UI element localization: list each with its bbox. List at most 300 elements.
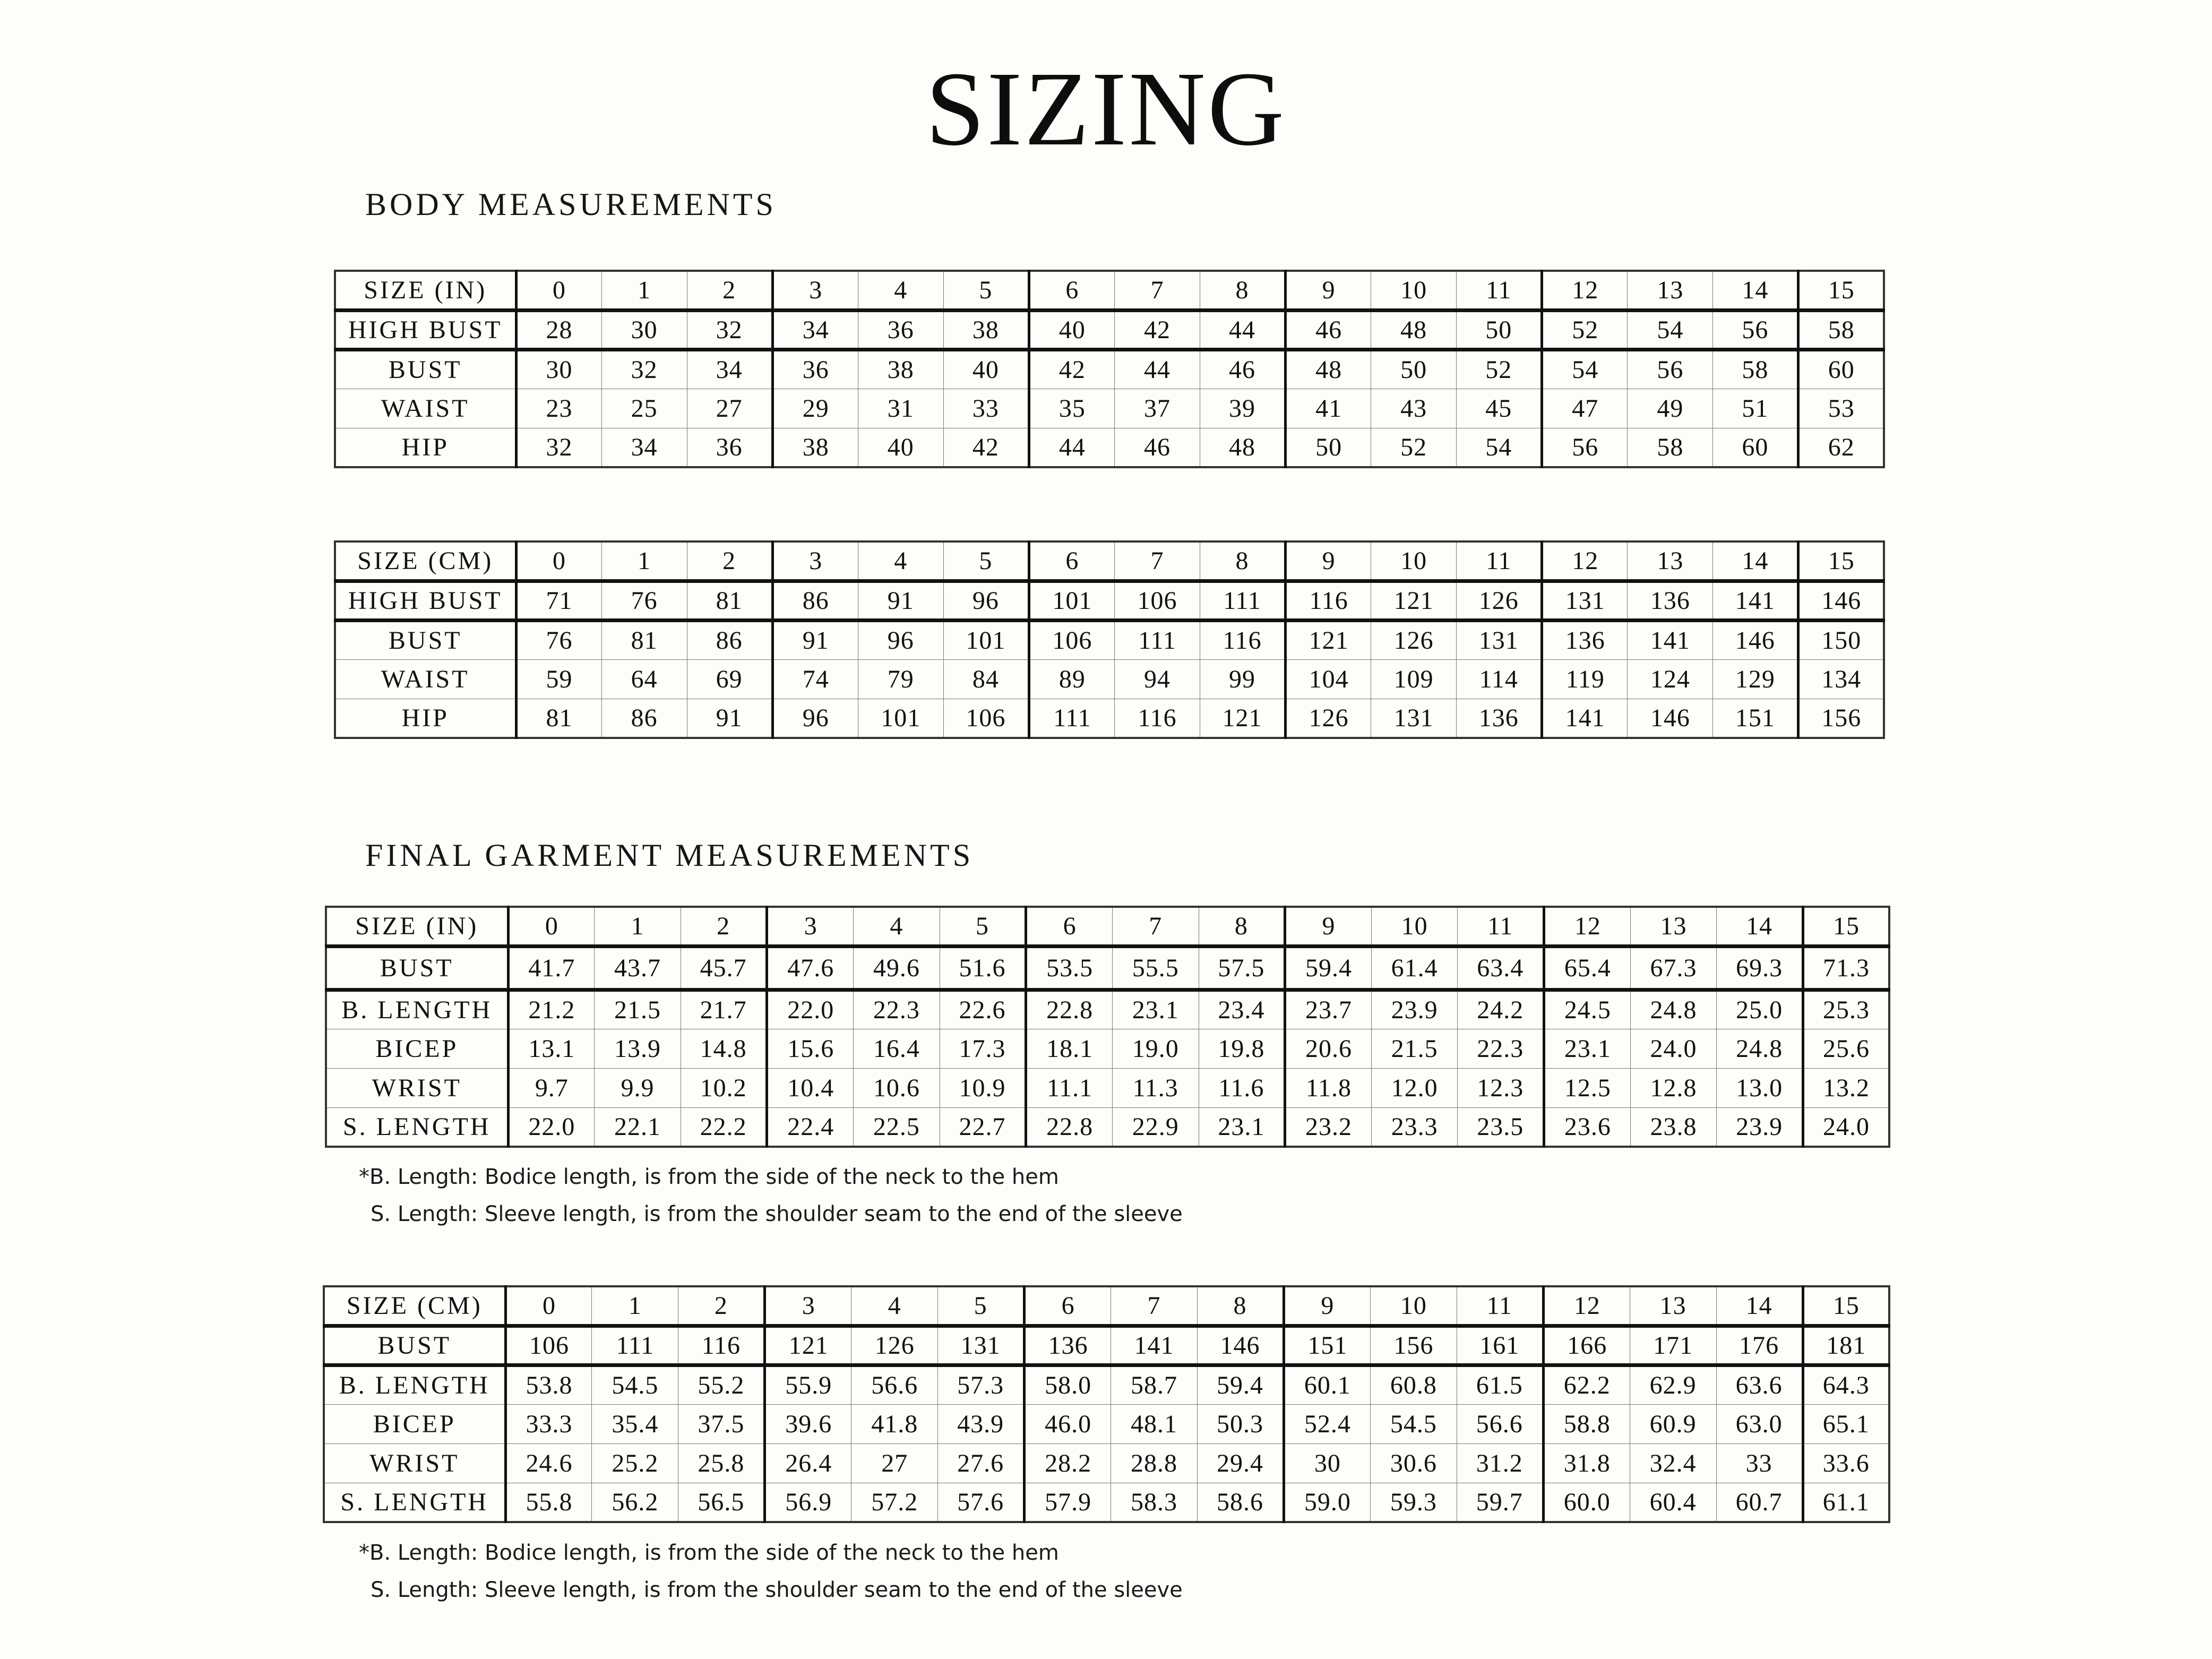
- value-cell: 21.5: [595, 990, 681, 1029]
- value-cell: 54: [1628, 310, 1713, 349]
- table-row: [335, 659, 1884, 699]
- value-cell: 141: [1111, 1326, 1198, 1365]
- size-header-cell: 14: [1717, 907, 1803, 946]
- table-row: [326, 1029, 1889, 1068]
- value-cell: 26.4: [765, 1443, 851, 1483]
- value-cell: 59.7: [1457, 1483, 1543, 1522]
- value-cell: 146: [1798, 581, 1884, 620]
- value-cell: 49.6: [854, 946, 940, 990]
- unit-label-cell: SIZE (CM): [335, 541, 516, 581]
- value-cell: 28.2: [1025, 1443, 1111, 1483]
- value-cell: 116: [1114, 699, 1200, 738]
- size-header-cell: 1: [601, 541, 687, 581]
- value-cell: 61.5: [1457, 1365, 1543, 1404]
- value-cell: 37: [1114, 389, 1200, 428]
- value-cell: 32.4: [1630, 1443, 1716, 1483]
- row-label-cell: BUST: [335, 349, 516, 389]
- value-cell: 136: [1542, 620, 1628, 659]
- value-cell: 58.0: [1025, 1365, 1111, 1404]
- size-header-cell: 12: [1544, 907, 1631, 946]
- value-cell: 25.3: [1803, 990, 1889, 1029]
- value-cell: 63.4: [1458, 946, 1544, 990]
- row-label-cell: B. LENGTH: [326, 990, 508, 1029]
- value-cell: 181: [1803, 1326, 1889, 1365]
- value-cell: 126: [851, 1326, 938, 1365]
- value-cell: 13.9: [595, 1029, 681, 1068]
- size-header-cell: 4: [851, 1286, 938, 1326]
- value-cell: 22.4: [767, 1107, 854, 1147]
- value-cell: 30: [601, 310, 687, 349]
- value-cell: 104: [1286, 659, 1371, 699]
- value-cell: 106: [505, 1326, 592, 1365]
- value-cell: 56: [1542, 428, 1628, 467]
- value-cell: 40: [858, 428, 943, 467]
- value-cell: 42: [1114, 310, 1200, 349]
- value-cell: 60.1: [1284, 1365, 1370, 1404]
- value-cell: 58.3: [1111, 1483, 1198, 1522]
- value-cell: 74: [772, 659, 858, 699]
- value-cell: 25.0: [1717, 990, 1803, 1029]
- value-cell: 22.5: [854, 1107, 940, 1147]
- value-cell: 48: [1200, 428, 1286, 467]
- size-header-cell: 7: [1114, 541, 1200, 581]
- value-cell: 33.3: [505, 1404, 592, 1443]
- size-header-cell: 0: [508, 907, 595, 946]
- value-cell: 60: [1713, 428, 1798, 467]
- value-cell: 23.9: [1717, 1107, 1803, 1147]
- value-cell: 9.7: [508, 1068, 595, 1107]
- footnote-bodice-length: *B. Length: Bodice length, is from the side of the neck to the hem: [359, 1165, 1059, 1189]
- value-cell: 94: [1114, 659, 1200, 699]
- size-header-cell: 15: [1803, 1286, 1889, 1326]
- value-cell: 57.2: [851, 1483, 938, 1522]
- value-cell: 23.2: [1285, 1107, 1372, 1147]
- value-cell: 59.4: [1285, 946, 1372, 990]
- size-header-cell: 9: [1286, 271, 1371, 310]
- size-header-cell: 10: [1371, 271, 1457, 310]
- value-cell: 23.5: [1458, 1107, 1544, 1147]
- value-cell: 58: [1798, 310, 1884, 349]
- value-cell: 38: [858, 349, 943, 389]
- value-cell: 11.6: [1199, 1068, 1285, 1107]
- size-header-cell: 6: [1026, 907, 1113, 946]
- value-cell: 119: [1542, 659, 1628, 699]
- value-cell: 46: [1286, 310, 1371, 349]
- value-cell: 56: [1713, 310, 1798, 349]
- value-cell: 67.3: [1630, 946, 1717, 990]
- value-cell: 131: [938, 1326, 1025, 1365]
- value-cell: 81: [516, 699, 601, 738]
- value-cell: 121: [1200, 699, 1286, 738]
- value-cell: 22.1: [595, 1107, 681, 1147]
- value-cell: 25: [601, 389, 687, 428]
- value-cell: 43.9: [938, 1404, 1025, 1443]
- value-cell: 25.6: [1803, 1029, 1889, 1068]
- value-cell: 56.9: [765, 1483, 851, 1522]
- value-cell: 101: [1029, 581, 1114, 620]
- value-cell: 55.5: [1112, 946, 1199, 990]
- value-cell: 29: [772, 389, 858, 428]
- size-header-cell: 14: [1713, 541, 1798, 581]
- value-cell: 46: [1114, 428, 1200, 467]
- value-cell: 43.7: [595, 946, 681, 990]
- value-cell: 38: [943, 310, 1029, 349]
- value-cell: 116: [1286, 581, 1371, 620]
- value-cell: 23.8: [1630, 1107, 1717, 1147]
- value-cell: 60.8: [1370, 1365, 1457, 1404]
- value-cell: 129: [1713, 659, 1798, 699]
- size-header-cell: 11: [1457, 271, 1542, 310]
- value-cell: 24.0: [1630, 1029, 1717, 1068]
- value-cell: 41.8: [851, 1404, 938, 1443]
- value-cell: 79: [858, 659, 943, 699]
- value-cell: 21.2: [508, 990, 595, 1029]
- size-header-cell: 13: [1628, 541, 1713, 581]
- size-header-cell: 7: [1111, 1286, 1198, 1326]
- value-cell: 96: [943, 581, 1029, 620]
- size-header-cell: 4: [858, 271, 943, 310]
- value-cell: 55.2: [678, 1365, 765, 1404]
- row-label-cell: S. LENGTH: [326, 1107, 508, 1147]
- value-cell: 62.2: [1543, 1365, 1630, 1404]
- value-cell: 116: [1200, 620, 1286, 659]
- value-cell: 58: [1628, 428, 1713, 467]
- value-cell: 23.1: [1199, 1107, 1285, 1147]
- final-garment-measurements-heading: FINAL GARMENT MEASUREMENTS: [365, 838, 974, 873]
- row-label-cell: WAIST: [335, 659, 516, 699]
- value-cell: 10.6: [854, 1068, 940, 1107]
- value-cell: 141: [1542, 699, 1628, 738]
- value-cell: 60: [1798, 349, 1884, 389]
- value-cell: 15.6: [767, 1029, 854, 1068]
- size-header-cell: 8: [1199, 907, 1285, 946]
- size-header-cell: 10: [1370, 1286, 1457, 1326]
- row-label-cell: BUST: [335, 620, 516, 659]
- table-row: [324, 1326, 1889, 1365]
- row-label-cell: BICEP: [324, 1404, 505, 1443]
- value-cell: 57.6: [938, 1483, 1025, 1522]
- value-cell: 126: [1286, 699, 1371, 738]
- value-cell: 161: [1457, 1326, 1543, 1365]
- value-cell: 16.4: [854, 1029, 940, 1068]
- row-label-cell: HIP: [335, 428, 516, 467]
- size-header-cell: 4: [858, 541, 943, 581]
- value-cell: 53.5: [1026, 946, 1113, 990]
- value-cell: 56: [1628, 349, 1713, 389]
- value-cell: 76: [601, 581, 687, 620]
- value-cell: 156: [1370, 1326, 1457, 1365]
- value-cell: 47: [1542, 389, 1628, 428]
- value-cell: 61.1: [1803, 1483, 1889, 1522]
- size-header-cell: 12: [1543, 1286, 1630, 1326]
- value-cell: 62.9: [1630, 1365, 1716, 1404]
- value-cell: 28.8: [1111, 1443, 1198, 1483]
- value-cell: 131: [1371, 699, 1457, 738]
- garment-inches-footnote: [359, 1158, 1183, 1233]
- value-cell: 126: [1457, 581, 1542, 620]
- size-header-cell: 7: [1114, 271, 1200, 310]
- value-cell: 46.0: [1025, 1404, 1111, 1443]
- value-cell: 25.2: [592, 1443, 678, 1483]
- size-header-cell: 15: [1798, 271, 1884, 310]
- value-cell: 54: [1457, 428, 1542, 467]
- footnote-bodice-length: *B. Length: Bodice length, is from the side of the neck to the hem: [359, 1541, 1059, 1565]
- size-header-cell: 5: [943, 541, 1029, 581]
- value-cell: 69: [687, 659, 772, 699]
- value-cell: 12.3: [1458, 1068, 1544, 1107]
- value-cell: 42: [943, 428, 1029, 467]
- value-cell: 146: [1713, 620, 1798, 659]
- value-cell: 151: [1284, 1326, 1370, 1365]
- value-cell: 24.5: [1544, 990, 1631, 1029]
- value-cell: 19.8: [1199, 1029, 1285, 1068]
- table-row: [326, 990, 1889, 1029]
- size-header-cell: 0: [516, 541, 601, 581]
- value-cell: 23.7: [1285, 990, 1372, 1029]
- value-cell: 36: [687, 428, 772, 467]
- value-cell: 141: [1713, 581, 1798, 620]
- size-header-cell: 15: [1803, 907, 1889, 946]
- value-cell: 39: [1200, 389, 1286, 428]
- value-cell: 31.8: [1543, 1443, 1630, 1483]
- table-row: [324, 1483, 1889, 1522]
- value-cell: 55.9: [765, 1365, 851, 1404]
- size-header-row: [326, 907, 1889, 946]
- value-cell: 23.9: [1371, 990, 1458, 1029]
- table-row: [326, 1107, 1889, 1147]
- value-cell: 91: [858, 581, 943, 620]
- value-cell: 22.8: [1026, 1107, 1113, 1147]
- row-label-cell: WRIST: [326, 1068, 508, 1107]
- value-cell: 86: [601, 699, 687, 738]
- value-cell: 58.6: [1198, 1483, 1284, 1522]
- value-cell: 55.8: [505, 1483, 592, 1522]
- size-header-cell: 3: [765, 1286, 851, 1326]
- value-cell: 47.6: [767, 946, 854, 990]
- value-cell: 121: [1371, 581, 1457, 620]
- value-cell: 46: [1200, 349, 1286, 389]
- size-header-cell: 5: [940, 907, 1026, 946]
- value-cell: 53: [1798, 389, 1884, 428]
- size-header-cell: 3: [772, 271, 858, 310]
- value-cell: 36: [772, 349, 858, 389]
- value-cell: 57.5: [1199, 946, 1285, 990]
- size-header-cell: 9: [1284, 1286, 1370, 1326]
- value-cell: 25.8: [678, 1443, 765, 1483]
- value-cell: 52: [1371, 428, 1457, 467]
- value-cell: 14.8: [681, 1029, 767, 1068]
- value-cell: 31: [858, 389, 943, 428]
- value-cell: 86: [772, 581, 858, 620]
- size-header-cell: 2: [687, 541, 772, 581]
- value-cell: 56.6: [851, 1365, 938, 1404]
- size-header-cell: 4: [854, 907, 940, 946]
- value-cell: 150: [1798, 620, 1884, 659]
- value-cell: 27: [687, 389, 772, 428]
- garment-measurements-cm-table: [323, 1285, 1890, 1523]
- value-cell: 61.4: [1371, 946, 1458, 990]
- value-cell: 29.4: [1198, 1443, 1284, 1483]
- value-cell: 35: [1029, 389, 1114, 428]
- unit-label-cell: SIZE (IN): [326, 907, 508, 946]
- value-cell: 19.0: [1112, 1029, 1199, 1068]
- size-header-cell: 2: [687, 271, 772, 310]
- value-cell: 58.8: [1543, 1404, 1630, 1443]
- value-cell: 59: [516, 659, 601, 699]
- size-header-cell: 2: [678, 1286, 765, 1326]
- size-header-cell: 3: [767, 907, 854, 946]
- value-cell: 33: [943, 389, 1029, 428]
- size-header-cell: 10: [1371, 907, 1458, 946]
- size-header-cell: 12: [1542, 271, 1628, 310]
- size-header-cell: 9: [1285, 907, 1372, 946]
- value-cell: 109: [1371, 659, 1457, 699]
- value-cell: 171: [1630, 1326, 1716, 1365]
- value-cell: 58.7: [1111, 1365, 1198, 1404]
- value-cell: 22.6: [940, 990, 1026, 1029]
- value-cell: 56.5: [678, 1483, 765, 1522]
- value-cell: 10.2: [681, 1068, 767, 1107]
- footnote-sleeve-length: S. Length: Sleeve length, is from the shoulder seam to the end of the sleeve: [371, 1578, 1183, 1602]
- value-cell: 13.0: [1717, 1068, 1803, 1107]
- value-cell: 116: [678, 1326, 765, 1365]
- value-cell: 58: [1713, 349, 1798, 389]
- body-measurements-heading: BODY MEASUREMENTS: [365, 187, 777, 222]
- size-header-cell: 14: [1716, 1286, 1803, 1326]
- value-cell: 136: [1457, 699, 1542, 738]
- value-cell: 106: [943, 699, 1029, 738]
- value-cell: 60.4: [1630, 1483, 1716, 1522]
- value-cell: 32: [601, 349, 687, 389]
- value-cell: 44: [1029, 428, 1114, 467]
- value-cell: 44: [1200, 310, 1286, 349]
- value-cell: 96: [772, 699, 858, 738]
- size-header-row: [335, 541, 1884, 581]
- value-cell: 111: [592, 1326, 678, 1365]
- value-cell: 51.6: [940, 946, 1026, 990]
- value-cell: 131: [1542, 581, 1628, 620]
- size-header-cell: 6: [1025, 1286, 1111, 1326]
- value-cell: 39.6: [765, 1404, 851, 1443]
- value-cell: 86: [687, 620, 772, 659]
- value-cell: 17.3: [940, 1029, 1026, 1068]
- table-row: [324, 1443, 1889, 1483]
- value-cell: 76: [516, 620, 601, 659]
- value-cell: 57.9: [1025, 1483, 1111, 1522]
- value-cell: 21.7: [681, 990, 767, 1029]
- value-cell: 121: [1286, 620, 1371, 659]
- value-cell: 32: [687, 310, 772, 349]
- value-cell: 101: [943, 620, 1029, 659]
- row-label-cell: HIGH BUST: [335, 581, 516, 620]
- value-cell: 48: [1286, 349, 1371, 389]
- value-cell: 48: [1371, 310, 1457, 349]
- value-cell: 41.7: [508, 946, 595, 990]
- value-cell: 12.8: [1630, 1068, 1717, 1107]
- value-cell: 27.6: [938, 1443, 1025, 1483]
- value-cell: 65.1: [1803, 1404, 1889, 1443]
- value-cell: 35.4: [592, 1404, 678, 1443]
- value-cell: 32: [516, 428, 601, 467]
- value-cell: 23.4: [1199, 990, 1285, 1029]
- value-cell: 10.4: [767, 1068, 854, 1107]
- value-cell: 81: [601, 620, 687, 659]
- value-cell: 59.4: [1198, 1365, 1284, 1404]
- value-cell: 22.3: [854, 990, 940, 1029]
- size-header-row: [335, 271, 1884, 310]
- size-header-cell: 0: [516, 271, 601, 310]
- value-cell: 91: [772, 620, 858, 659]
- value-cell: 124: [1628, 659, 1713, 699]
- value-cell: 30: [1284, 1443, 1370, 1483]
- value-cell: 24.2: [1458, 990, 1544, 1029]
- size-header-cell: 5: [943, 271, 1029, 310]
- value-cell: 176: [1716, 1326, 1803, 1365]
- value-cell: 21.5: [1371, 1029, 1458, 1068]
- value-cell: 38: [772, 428, 858, 467]
- value-cell: 121: [765, 1326, 851, 1365]
- value-cell: 52: [1542, 310, 1628, 349]
- value-cell: 23: [516, 389, 601, 428]
- value-cell: 136: [1628, 581, 1713, 620]
- value-cell: 36: [858, 310, 943, 349]
- value-cell: 31.2: [1457, 1443, 1543, 1483]
- value-cell: 166: [1543, 1326, 1630, 1365]
- value-cell: 33: [1716, 1443, 1803, 1483]
- value-cell: 12.5: [1544, 1068, 1631, 1107]
- table-row: [326, 1068, 1889, 1107]
- value-cell: 22.3: [1458, 1029, 1544, 1068]
- size-header-cell: 9: [1286, 541, 1371, 581]
- value-cell: 96: [858, 620, 943, 659]
- value-cell: 59.0: [1284, 1483, 1370, 1522]
- table-row: [326, 946, 1889, 990]
- value-cell: 56.6: [1457, 1404, 1543, 1443]
- row-label-cell: HIGH BUST: [335, 310, 516, 349]
- value-cell: 44: [1114, 349, 1200, 389]
- size-header-cell: 10: [1371, 541, 1457, 581]
- value-cell: 11.3: [1112, 1068, 1199, 1107]
- value-cell: 33.6: [1803, 1443, 1889, 1483]
- value-cell: 18.1: [1026, 1029, 1113, 1068]
- value-cell: 24.0: [1803, 1107, 1889, 1147]
- size-header-cell: 14: [1713, 271, 1798, 310]
- value-cell: 65.4: [1544, 946, 1631, 990]
- size-header-cell: 11: [1457, 1286, 1543, 1326]
- value-cell: 54: [1542, 349, 1628, 389]
- value-cell: 71.3: [1803, 946, 1889, 990]
- value-cell: 40: [943, 349, 1029, 389]
- row-label-cell: BICEP: [326, 1029, 508, 1068]
- value-cell: 51: [1713, 389, 1798, 428]
- value-cell: 126: [1371, 620, 1457, 659]
- value-cell: 9.9: [595, 1068, 681, 1107]
- table-row: [324, 1404, 1889, 1443]
- value-cell: 62: [1798, 428, 1884, 467]
- size-header-cell: 15: [1798, 541, 1884, 581]
- size-header-cell: 8: [1200, 541, 1286, 581]
- row-label-cell: BUST: [324, 1326, 505, 1365]
- value-cell: 23.3: [1371, 1107, 1458, 1147]
- value-cell: 24.8: [1717, 1029, 1803, 1068]
- value-cell: 50: [1286, 428, 1371, 467]
- garment-cm-footnote: [359, 1534, 1183, 1609]
- value-cell: 52: [1457, 349, 1542, 389]
- value-cell: 84: [943, 659, 1029, 699]
- value-cell: 151: [1713, 699, 1798, 738]
- body-measurements-cm-table: [334, 540, 1885, 739]
- value-cell: 111: [1200, 581, 1286, 620]
